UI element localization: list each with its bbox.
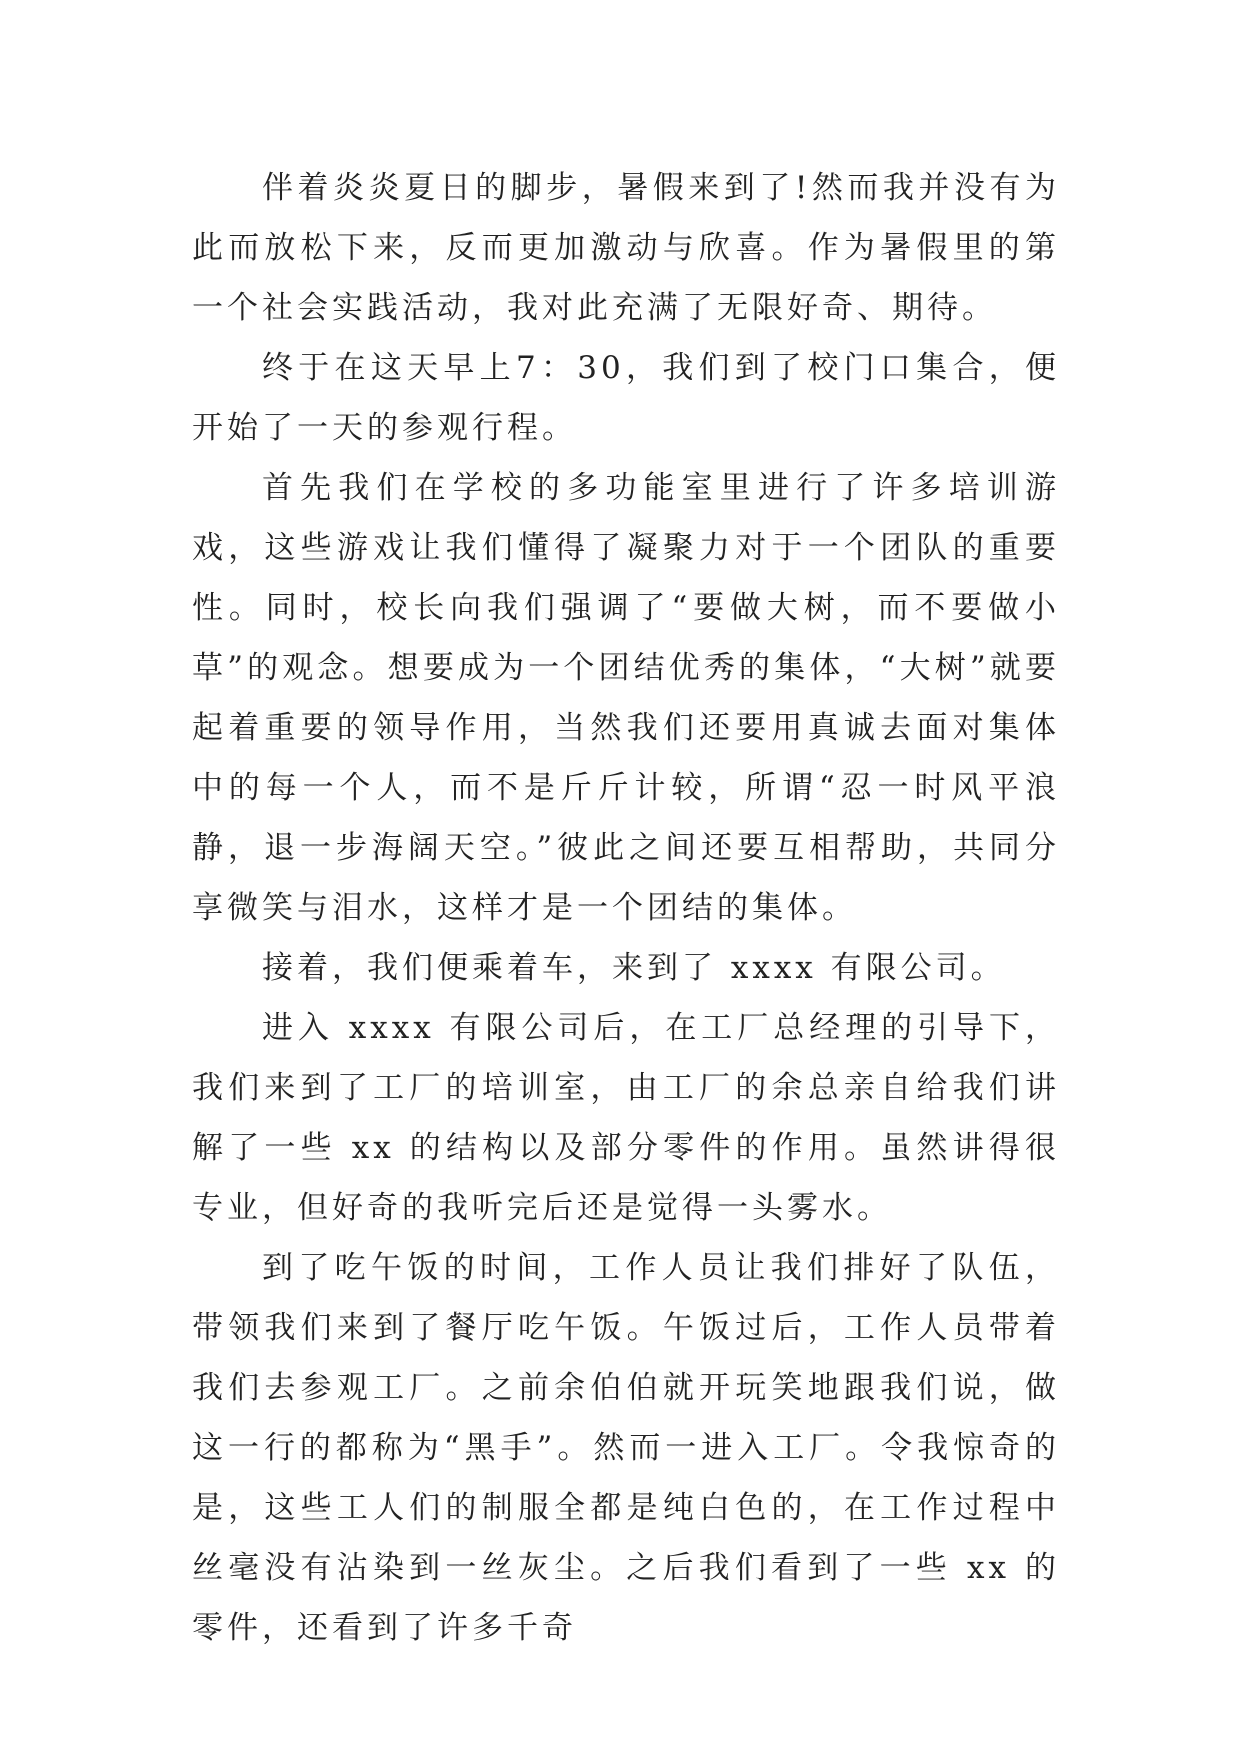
paragraph-1: 伴着炎炎夏日的脚步，暑假来到了!然而我并没有为此而放松下来，反而更加激动与欣喜。作为暑假里的第一个社会实践活动，我对此充满了无限好奇、期待。: [192, 170, 1060, 326]
paragraph-4: 接着，我们便乘着车，来到了 xxxx 有限公司。: [262, 950, 1006, 986]
document-body: [192, 158, 1060, 1658]
paragraph-2: 终于在这天早上7：30，我们到了校门口集合，便开始了一天的参观行程。: [192, 350, 1060, 446]
paragraph-6: 到了吃午饭的时间，工作人员让我们排好了队伍，带领我们来到了餐厅吃午饭。午饭过后，工作人员带着我们去参观工厂。之前余伯伯就开玩笑地跟我们说，做这一行的都称为“黑手”。然而一进入工厂。令我惊奇的是，这些工人们的制服全都是纯白色的，在工作过程中丝毫没有沾染到一丝灰尘。之后我们看到了一些 xx 的零件，还看到了许多千奇: [192, 1250, 1060, 1646]
paragraph-5: 进入 xxxx 有限公司后，在工厂总经理的引导下，我们来到了工厂的培训室，由工厂的余总亲自给我们讲解了一些 xx 的结构以及部分零件的作用。虽然讲得很专业，但好奇的我听完后还是觉得一头雾水。: [192, 1010, 1060, 1226]
paragraph-3: 首先我们在学校的多功能室里进行了许多培训游戏，这些游戏让我们懂得了凝聚力对于一个团队的重要性。同时，校长向我们强调了“要做大树，而不要做小草”的观念。想要成为一个团结优秀的集体，“大树”就要起着重要的领导作用，当然我们还要用真诚去面对集体中的每一个人，而不是斤斤计较，所谓“忍一时风平浪静，退一步海阔天空。”彼此之间还要互相帮助，共同分享微笑与泪水，这样才是一个团结的集体。: [192, 470, 1060, 926]
